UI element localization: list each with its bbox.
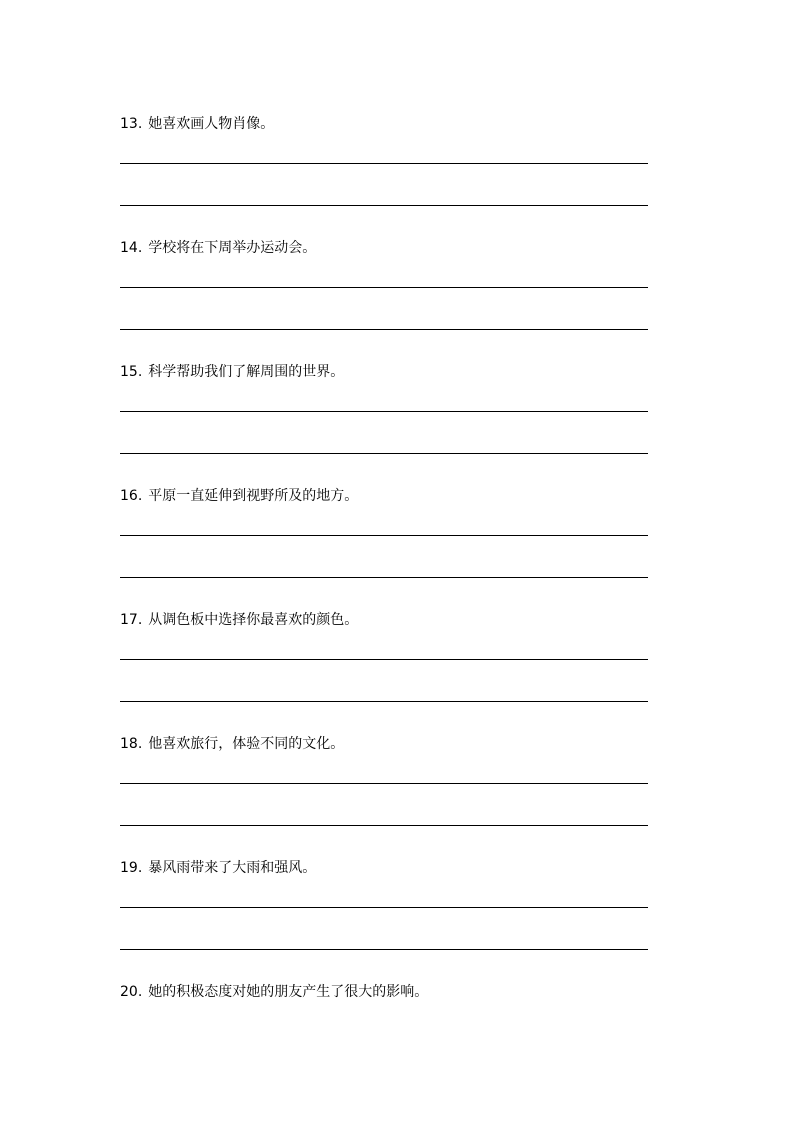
question-text [120, 487, 648, 505]
question-number: 13. [120, 116, 143, 132]
answer-line[interactable] [120, 329, 648, 330]
question-15 [120, 363, 648, 381]
question-text [120, 239, 648, 257]
question-sentence: 她喜欢画人物肖像。 [148, 116, 275, 132]
question-number: 14. [120, 240, 143, 256]
question-sentence: 他喜欢旅行，体验不同的文化。 [148, 736, 345, 752]
question-18 [120, 735, 648, 753]
question-text [120, 859, 648, 877]
question-number: 19. [120, 860, 143, 876]
answer-line[interactable] [120, 825, 648, 826]
question-14 [120, 239, 648, 257]
question-sentence: 从调色板中选择你最喜欢的颜色。 [148, 612, 359, 628]
question-13 [120, 115, 648, 133]
answer-line[interactable] [120, 577, 648, 578]
question-text [120, 611, 648, 629]
question-text [120, 735, 648, 753]
answer-line[interactable] [120, 783, 648, 784]
question-sentence: 她的积极态度对她的朋友产生了很大的影响。 [148, 984, 429, 1000]
answer-line[interactable] [120, 949, 648, 950]
question-number: 20. [120, 984, 143, 1000]
question-text [120, 363, 648, 381]
answer-line[interactable] [120, 411, 648, 412]
answer-line[interactable] [120, 907, 648, 908]
answer-line[interactable] [120, 659, 648, 660]
answer-line[interactable] [120, 535, 648, 536]
question-20 [120, 983, 648, 1001]
question-sentence: 暴风雨带来了大雨和强风。 [148, 860, 317, 876]
question-text [120, 115, 648, 133]
question-number: 17. [120, 612, 143, 628]
question-19 [120, 859, 648, 877]
question-number: 18. [120, 736, 143, 752]
answer-line[interactable] [120, 287, 648, 288]
question-17 [120, 611, 648, 629]
answer-line[interactable] [120, 205, 648, 206]
question-sentence: 科学帮助我们了解周围的世界。 [148, 364, 345, 380]
question-number: 16. [120, 488, 143, 504]
answer-line[interactable] [120, 163, 648, 164]
answer-line[interactable] [120, 453, 648, 454]
question-16 [120, 487, 648, 505]
question-text [120, 983, 648, 1001]
question-sentence: 学校将在下周举办运动会。 [148, 240, 317, 256]
question-number: 15. [120, 364, 143, 380]
answer-line[interactable] [120, 701, 648, 702]
question-sentence: 平原一直延伸到视野所及的地方。 [148, 488, 359, 504]
